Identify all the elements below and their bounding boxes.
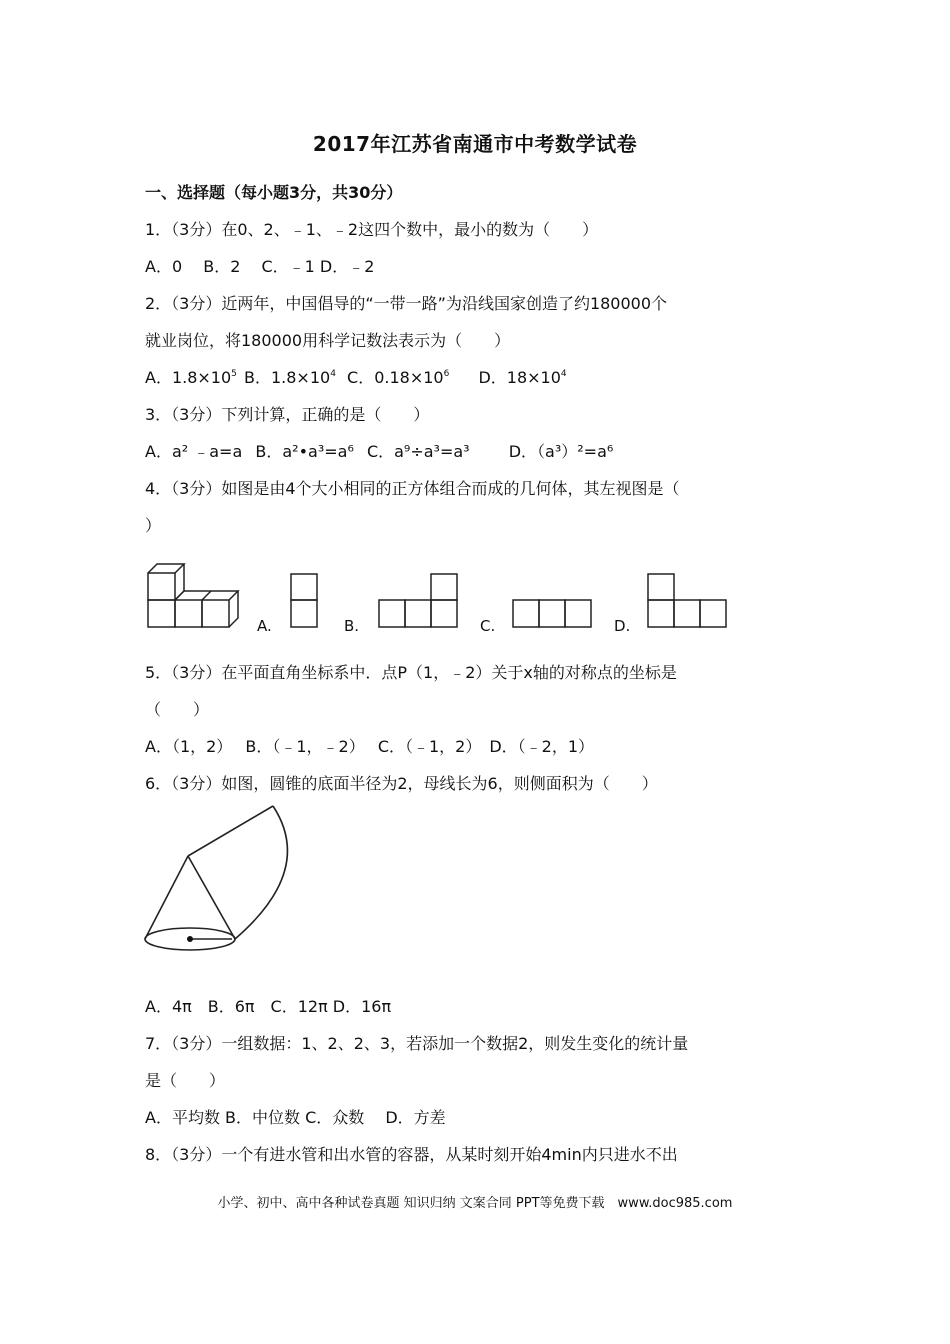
page-title: 2017年江苏省南通市中考数学试卷 — [312, 132, 638, 156]
q4-stem-line1: 4．（3分）如图是由4个大小相同的正方体组合而成的几何体，其左视图是（ — [145, 479, 680, 498]
q2-option-c: C．$0.18\times 10^6$ — [347, 368, 450, 387]
q2-options — [145, 367, 567, 389]
q3-option-a: A．a² ﹣a=a — [145, 442, 243, 461]
q4-option-a-figure — [290, 573, 320, 629]
q3-option-d: D．（a³）²=a⁶ — [508, 442, 614, 461]
q8-stem-line1: 8．（3分）一个有进水管和出水管的容器，从某时刻开始4min内只进水不出 — [145, 1145, 678, 1164]
q4-stem-line2: ） — [145, 516, 162, 535]
q2-option-a: A．$1.8\times 10^5$ — [145, 368, 237, 387]
q5-options: A．（1，2） B．（﹣1，﹣2） C．（﹣1，2） D．（﹣2，1） — [145, 737, 595, 756]
q4-label-b: B. — [344, 617, 360, 635]
q4-option-c-figure — [512, 599, 594, 629]
q2-option-b: B．$1.8\times 10^4$ — [244, 368, 336, 387]
q1-stem: 1．（3分）在0、2、﹣1、﹣2这四个数中，最小的数为（ ） — [145, 220, 599, 239]
q2-option-d: D．$18\times 10^4$ — [478, 368, 567, 387]
q3-stem: 3．（3分）下列计算，正确的是（ ） — [145, 405, 430, 424]
q4-label-a: A. — [257, 617, 272, 635]
q3-option-b: B．a²•a³=a⁶ — [255, 442, 354, 461]
page-footer: 小学、初中、高中各种试卷真题 知识归纳 文案合同 PPT等免费下载 www.doc985.com — [217, 1196, 733, 1211]
q4-option-d-figure — [647, 573, 729, 629]
q6-options: A．4π B．6π C．12π D．16π — [145, 997, 392, 1016]
q3-options — [145, 441, 613, 463]
q7-stem-line1: 7．（3分）一组数据：1、2、2、3，若添加一个数据2，则发生变化的统计量 — [145, 1034, 689, 1053]
q4-option-b-figure — [378, 573, 460, 629]
q6-stem: 6．（3分）如图，圆锥的底面半径为2，母线长为6，则侧面积为（ ） — [145, 774, 658, 793]
q4-label-c: C. — [480, 617, 496, 635]
q5-stem-line2: （ ） — [145, 700, 210, 719]
q6-cone-figure — [140, 800, 300, 960]
q4-cubes-figure — [140, 558, 250, 633]
q3-option-c: C．a⁹÷a³=a³ — [366, 442, 470, 461]
q1-options: A．0 B．2 C．﹣1 D．﹣2 — [145, 257, 375, 276]
q7-stem-line2: 是（ ） — [145, 1071, 226, 1090]
section-heading: 一、选择题（每小题3分，共30分） — [145, 183, 403, 202]
q2-stem-line1: 2．（3分）近两年，中国倡导的“一带一路”为沿线国家创造了约180000个 — [145, 294, 668, 313]
q2-stem-line2: 就业岗位，将180000用科学记数法表示为（ ） — [145, 331, 511, 350]
q4-label-d: D. — [614, 617, 631, 635]
q7-options: A．平均数 B．中位数 C．众数 D．方差 — [145, 1108, 446, 1127]
q5-stem-line1: 5．（3分）在平面直角坐标系中．点P（1，﹣2）关于x轴的对称点的坐标是 — [145, 663, 677, 682]
